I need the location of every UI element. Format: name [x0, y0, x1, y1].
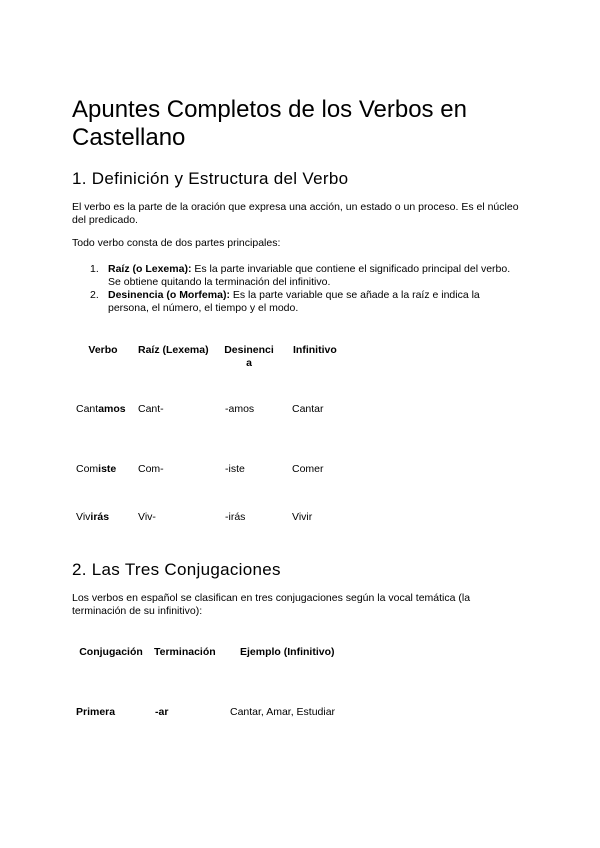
table-cell-conjugation: Primera [76, 706, 116, 718]
table-cell-infinitive: Cantar [292, 403, 324, 415]
table-cell-infinitive: Vivir [292, 511, 313, 523]
table-header: Terminación [154, 646, 216, 658]
table-header: Conjugación [79, 646, 143, 658]
table-cell-root: Com- [138, 463, 164, 475]
table-header: Raíz (Lexema) [138, 344, 209, 356]
table-cell-ending: -amos [225, 403, 255, 415]
table-header: Infinitivo [293, 344, 337, 356]
list-number: 1. [90, 263, 99, 275]
list-term: Raíz (o Lexema): [108, 263, 192, 275]
table-cell-ending: -ar [155, 706, 169, 718]
table-header: Desinencia [224, 344, 274, 369]
table-cell-root: Cant- [138, 403, 164, 415]
list-term: Desinencia (o Morfema): [108, 289, 230, 301]
section-1-paragraph-1: El verbo es la parte de la oración que expresa una acción, un estado o un proceso. Es el núcleo del predicado. [72, 201, 519, 226]
list-text: Es la parte variable que se añade a la raíz e indica la persona, el número, el tiempo y el modo. [108, 289, 480, 314]
page-title: Apuntes Completos de los Verbos en Castellano [72, 96, 467, 151]
list-item [72, 289, 512, 315]
table-cell-example: Cantar, Amar, Estudiar [230, 706, 336, 718]
table-cell-root: Viv- [138, 511, 156, 523]
verb-parts-list [72, 263, 512, 315]
section-2-paragraph: Los verbos en español se clasifican en tres conjugaciones según la vocal temática (la terminación de su infinitivo): [72, 592, 471, 617]
table-cell-infinitive: Comer [292, 463, 324, 475]
table-cell-verb: Vivirás [76, 511, 110, 523]
table-cell-ending: -iste [225, 463, 245, 475]
table-cell-ending: -irás [225, 511, 246, 523]
table-header: Verbo [88, 344, 118, 356]
table-cell-verb: Comiste [76, 463, 117, 475]
section-1-heading: 1. Definición y Estructura del Verbo [72, 169, 349, 188]
list-number: 2. [90, 289, 99, 301]
list-text: Es la parte invariable que contiene el significado principal del verbo. Se obtiene quitando la terminación del infinitivo. [108, 263, 511, 288]
table-cell-verb: Cantamos [76, 403, 126, 415]
list-item [72, 263, 512, 289]
table-header: Ejemplo (Infinitivo) [240, 646, 335, 658]
section-2-heading: 2. Las Tres Conjugaciones [72, 560, 281, 579]
section-1-paragraph-2: Todo verbo consta de dos partes principales: [72, 237, 281, 249]
